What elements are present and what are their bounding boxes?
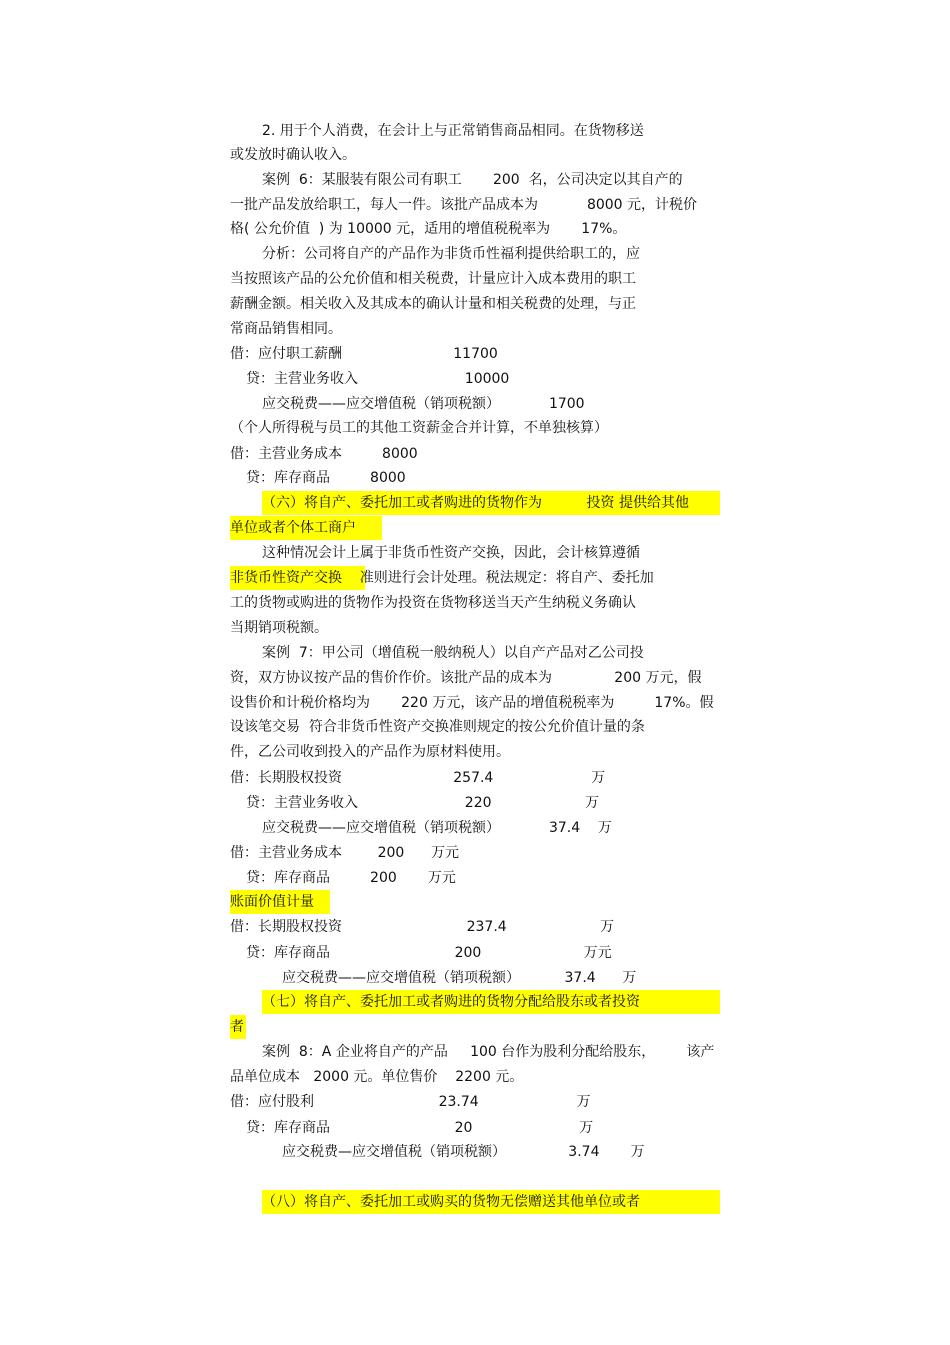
- text-line: 非货币性资产交换 准则进行会计处理。税法规定：将自产、委托加: [230, 570, 654, 586]
- text-line: 资，双方协议按产品的售价作价。该批产品的成本为 200 万元，假: [230, 670, 702, 686]
- text-line: 一批产品发放给职工，每人一件。该批产品成本为 8000 元，计税价: [230, 197, 698, 213]
- text-line: 设该笔交易 符合非货币性资产交换准则规定的按公允价值计量的条: [230, 719, 645, 735]
- text-line: 或发放时确认收入。: [230, 147, 356, 163]
- text-line: 贷：库存商品 200 万元: [246, 945, 612, 961]
- text-line: 贷：库存商品 8000: [246, 470, 406, 486]
- text-line: 账面价值计量: [230, 894, 314, 910]
- text-line: 贷：库存商品 20 万: [246, 1120, 594, 1136]
- text-line: 借：主营业务成本 200 万元: [230, 845, 460, 861]
- text-line: 贷：主营业务收入 10000: [246, 371, 510, 387]
- text-line: 应交税费—应交增值税（销项税额） 3.74 万: [282, 1144, 645, 1160]
- text-line: 分析：公司将自产的产品作为非货币性福利提供给职工的，应: [262, 246, 640, 262]
- text-line: 借：主营业务成本 8000: [230, 446, 418, 462]
- text-line: （六）将自产、委托加工或者购进的货物作为 投资 提供给其他: [262, 495, 689, 511]
- text-line: 2. 用于个人消费，在会计上与正常销售商品相同。在货物移送: [262, 123, 644, 139]
- text-line: 借：应付股利 23.74 万: [230, 1094, 591, 1110]
- text-line: （八）将自产、委托加工或购买的货物无偿赠送其他单位或者: [262, 1194, 640, 1210]
- text-line: 格( 公允价值 ) 为 10000 元，适用的增值税税率为 17%。: [230, 221, 627, 237]
- text-line: 应交税费——应交增值税（销项税额） 37.4 万: [282, 970, 637, 986]
- text-line: 案例 8：A 企业将自产的产品 100 台作为股利分配给股东， 该产: [262, 1044, 715, 1060]
- text-line: 当期销项税额。: [230, 620, 328, 636]
- text-line: 当按照该产品的公允价值和相关税费，计量应计入成本费用的职工: [230, 271, 636, 287]
- text-line: 贷：库存商品 200 万元: [246, 870, 456, 886]
- text-line: 设售价和计税价格均为 220 万元，该产品的增值税税率为 17%。假: [230, 695, 714, 711]
- text-line: 者: [230, 1019, 244, 1035]
- text-line: （个人所得税与员工的其他工资薪金合并计算，不单独核算）: [230, 420, 608, 436]
- text-line: 单位或者个体工商户: [230, 520, 356, 536]
- text-line: 工的货物或购进的货物作为投资在货物移送当天产生纳税义务确认: [230, 595, 636, 611]
- text-line: 案例 6：某服装有限公司有职工 200 名，公司决定以其自产的: [262, 172, 683, 188]
- text-line: 贷：主营业务收入 220 万: [246, 795, 599, 811]
- text-line: 案例 7：甲公司（增值税一般纳税人）以自产产品对乙公司投: [262, 645, 644, 661]
- text-line: 借：长期股权投资 257.4 万: [230, 770, 606, 786]
- text-line: 借：应付职工薪酬 11700: [230, 346, 498, 362]
- text-line: （七）将自产、委托加工或者购进的货物分配给股东或者投资: [262, 994, 640, 1010]
- text-line: 这种情况会计上属于非货币性资产交换，因此，会计核算遵循: [262, 545, 640, 561]
- text-line: 借：长期股权投资 237.4 万: [230, 919, 615, 935]
- text-line: 应交税费——应交增值税（销项税额） 37.4 万: [262, 820, 612, 836]
- text-line: 品单位成本 2000 元。单位售价 2200 元。: [230, 1069, 524, 1085]
- text-line: 应交税费——应交增值税（销项税额） 1700: [262, 396, 585, 412]
- text-line: 常商品销售相同。: [230, 321, 342, 337]
- text-line: 薪酬金额。相关收入及其成本的确认计量和相关税费的处理，与正: [230, 296, 636, 312]
- text-line: 件，乙公司收到投入的产品作为原材料使用。: [230, 744, 510, 760]
